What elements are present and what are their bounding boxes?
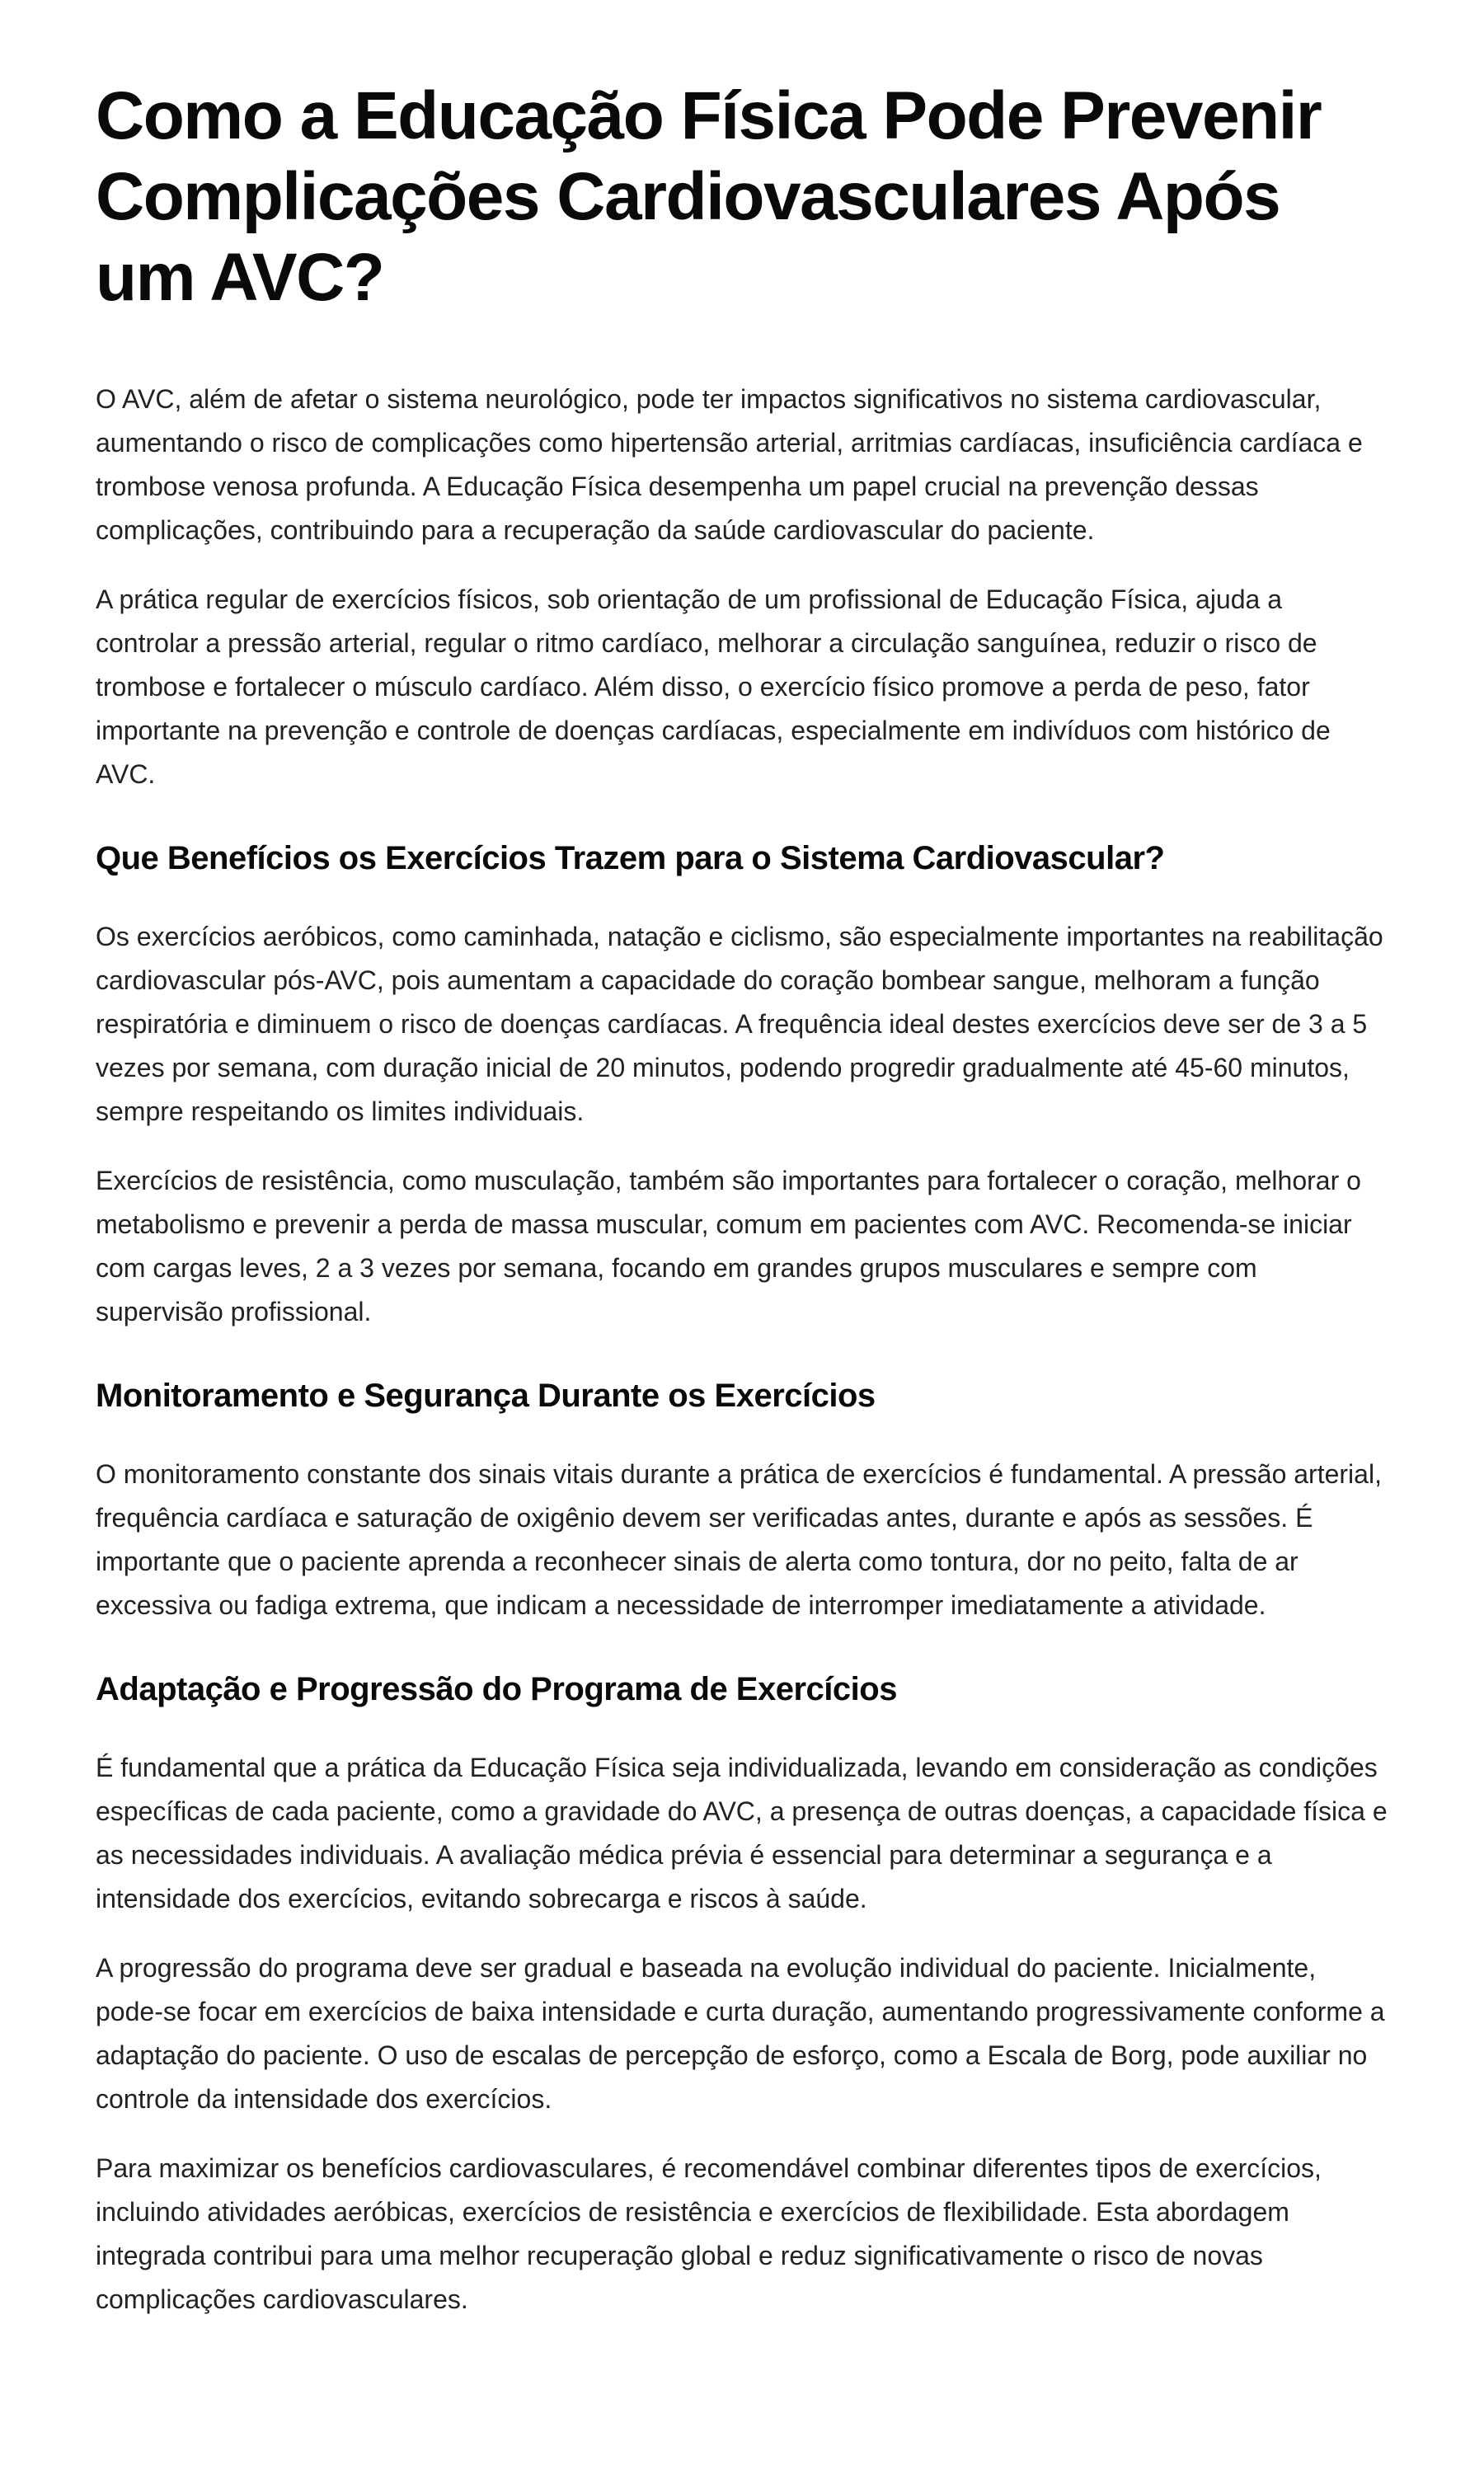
section-heading: Monitoramento e Segurança Durante os Exercícios [96,1378,876,1414]
section-paragraph: A progressão do programa deve ser gradual e baseada na evolução individual do paciente. Inicialmente, pode-se focar em exercícios de baixa intensidade e curta duração, aumentando progressivamente conforme a adaptação do paciente. O uso de escalas de percepção de esforço, como a Escala de Borg, pode auxiliar no controle da intensidade dos exercícios. [96,1953,1385,2114]
intro-paragraph: A prática regular de exercícios físicos, sob orientação de um profissional de Educação Física, ajuda a controlar a pressão arterial, regular o ritmo cardíaco, melhorar a circulação sanguínea, reduzir o risco de trombose e fortalecer o músculo cardíaco. Além disso, o exercício físico promove a perda de peso, fator importante na prevenção e controle de doenças cardíacas, especialmente em indivíduos com histórico de AVC. [96,585,1331,789]
section-paragraph: Para maximizar os benefícios cardiovasculares, é recomendável combinar diferentes tipos de exercícios, incluindo atividades aeróbicas, exercícios de resistência e exercícios de flexibilidade. Esta abordagem integrada contribui para uma melhor recuperação global e reduz significativamente o risco de novas complicações cardiovasculares. [96,2153,1322,2314]
section-benefits [96,838,1388,1334]
section-monitoring [96,1375,1388,1627]
section-paragraph: Os exercícios aeróbicos, como caminhada, natação e ciclismo, são especialmente importantes na reabilitação cardiovascular pós-AVC, pois aumentam a capacidade do coração bombear sangue, melhoram a função respiratória e diminuem o risco de doenças cardíacas. A frequência ideal destes exercícios deve ser de 3 a 5 vezes por semana, com duração inicial de 20 minutos, podendo progredir gradualmente até 45-60 minutos, sempre respeitando os limites individuais. [96,922,1383,1126]
section-heading: Adaptação e Progressão do Programa de Exercícios [96,1671,897,1707]
page-title: Como a Educação Física Pode Prevenir Complicações Cardiovasculares Após um AVC? [96,78,1322,315]
section-paragraph: O monitoramento constante dos sinais vitais durante a prática de exercícios é fundamental. A pressão arterial, frequência cardíaca e saturação de oxigênio devem ser verificadas antes, durante e após as sessões. É importante que o paciente aprenda a reconhecer sinais de alerta como tontura, dor no peito, falta de ar excessiva ou fadiga extrema, que indicam a necessidade de interromper imediatamente a atividade. [96,1459,1382,1620]
intro-paragraph: O AVC, além de afetar o sistema neurológico, pode ter impactos significativos no sistema cardiovascular, aumentando o risco de complicações como hipertensão arterial, arritmias cardíacas, insuficiência cardíaca e trombose venosa profunda. A Educação Física desempenha um papel crucial na prevenção dessas complicações, contribuindo para a recuperação da saúde cardiovascular do paciente. [96,384,1363,545]
intro [96,378,1388,796]
section-paragraph: É fundamental que a prática da Educação Física seja individualizada, levando em consideração as condições específicas de cada paciente, como a gravidade do AVC, a presença de outras doenças, a capacidade física e as necessidades individuais. A avaliação médica prévia é essencial para determinar a segurança e a intensidade dos exercícios, evitando sobrecarga e riscos à saúde. [96,1753,1388,1913]
section-paragraph: Exercícios de resistência, como musculação, também são importantes para fortalecer o coração, melhorar o metabolismo e prevenir a perda de massa muscular, comum em pacientes com AVC. Recomenda-se iniciar com cargas leves, 2 a 3 vezes por semana, focando em grandes grupos musculares e sempre com supervisão profissional. [96,1166,1361,1326]
section-adaptation [96,1669,1388,2322]
section-heading: Que Benefícios os Exercícios Trazem para o Sistema Cardiovascular? [96,840,1165,876]
